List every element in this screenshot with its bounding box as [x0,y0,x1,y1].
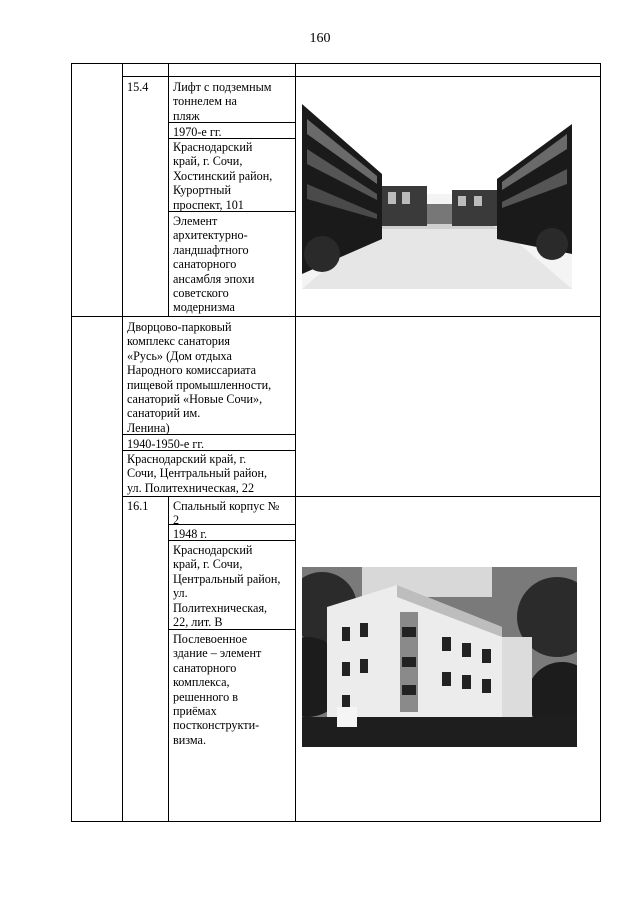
object-period: 1970-е гг. [173,125,222,139]
complex-address: Краснодарский край, г. Сочи, Центральный район, ул. Политехническая, 22 [127,452,268,495]
entry-number: 16.1 [127,499,149,513]
object-name: Лифт с подземным тоннелем на пляж [173,80,272,123]
object-period: 1948 г. [173,527,208,541]
page-number: 160 [309,31,331,46]
entry-number: 15.4 [127,80,149,94]
complex-name: Дворцово-парковый комплекс санатория «Русь» (Дом отдыха Народного комиссариата пищевой промышленности, санаторий «Новые Сочи», санаторий им. Ленина) [127,320,272,435]
object-description: Послевоенное здание – элемент санаторного комплекса, решенного в приёмах постконструкти- визма. [173,632,262,747]
object-address: Краснодарский край, г. Сочи, Хостинский район, Курортный проспект, 101 [173,140,273,212]
object-address: Краснодарский край, г. Сочи, Центральный район, ул. Политехническая, 22, лит. В [173,543,281,630]
object-name: Спальный корпус № 2 [173,499,280,528]
photo-dormitory-building-2 [302,567,577,747]
complex-period: 1940-1950-е гг. [127,437,204,451]
object-description: Элемент архитектурно- ландшафтного санаторного ансамбля эпохи советского модернизма [173,214,255,315]
photo-elevator-tunnel [302,104,572,289]
